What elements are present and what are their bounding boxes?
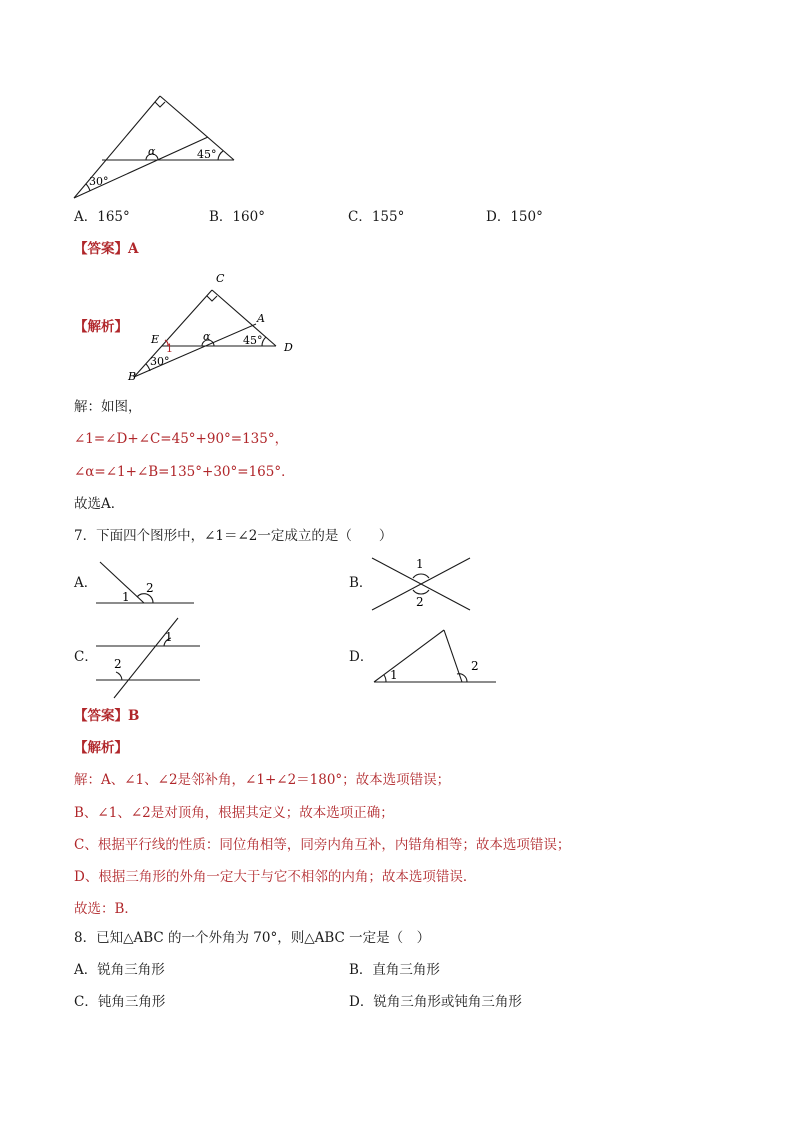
q8-option-c: C．钝角三角形 xyxy=(74,994,166,1010)
svg-text:1: 1 xyxy=(122,590,130,604)
q6-option-c: C．155° xyxy=(348,209,405,225)
q6-solution-point-a: A xyxy=(257,312,265,325)
q8-option-a: A．锐角三角形 xyxy=(74,962,165,978)
q7-answer: 【答案】B xyxy=(74,708,140,724)
q6-analysis-tag: 【解析】 xyxy=(74,319,128,335)
q7-option-c-figure xyxy=(92,614,204,700)
svg-text:1: 1 xyxy=(416,557,424,571)
q6-45-arc xyxy=(218,151,223,160)
q8-option-b: B．直角三角形 xyxy=(349,962,440,978)
q6-line-diagonal xyxy=(74,137,208,198)
q6-solution-line-3: ∠α=∠1+∠B=135°+30°=165°． xyxy=(74,464,295,480)
q6-solution-figure xyxy=(126,270,300,384)
q7-option-a-figure xyxy=(92,556,198,608)
q8-option-d: D．锐角三角形或钝角三角形 xyxy=(349,994,522,1010)
q7-option-c-letter: C． xyxy=(74,649,98,665)
q6-option-b: B．160° xyxy=(209,209,265,225)
q7-solution-line-5: 故选：B． xyxy=(74,901,138,917)
q6-alpha-label: α xyxy=(148,145,156,158)
q6-solution-line-1: 解：如图， xyxy=(74,399,142,415)
q7-solution-line-2: B、∠1、∠2是对顶角，根据其定义；故本选项正确； xyxy=(74,805,394,821)
svg-text:2: 2 xyxy=(416,595,424,609)
q6-30-label: 30° xyxy=(89,175,109,188)
q6-option-a: A．165° xyxy=(74,209,130,225)
q7-option-b-figure xyxy=(366,552,476,616)
q7-option-d-figure xyxy=(370,624,500,688)
q6-solution-point-d: D xyxy=(284,341,293,354)
q6-solution-one: 1 xyxy=(166,342,173,355)
q7-solution-line-1: 解：A、∠1、∠2是邻补角，∠1+∠2＝180°；故本选项错误； xyxy=(74,772,451,788)
q6-solution-point-c: C xyxy=(216,272,225,285)
q6-option-d: D．150° xyxy=(486,209,543,225)
q6-triangle-figure xyxy=(68,92,248,204)
q6-answer: 【答案】A xyxy=(74,241,139,257)
q7-option-d-letter: D． xyxy=(349,649,374,665)
q7-solution-line-4: D、根据三角形的外角一定大于与它不相邻的内角；故本选项错误． xyxy=(74,869,477,885)
q7-solution-line-3: C、根据平行线的性质：同位角相等，同旁内角互补，内错角相等；故本选项错误； xyxy=(74,837,571,853)
q6-solution-alpha: α xyxy=(203,330,211,343)
svg-text:1: 1 xyxy=(165,630,173,644)
q6-solution-45: 45° xyxy=(243,334,263,347)
q8-stem: 8．已知△ABC 的一个外角为 70°，则△ABC 一定是（ ） xyxy=(74,930,431,946)
svg-text:2: 2 xyxy=(471,659,479,673)
q6-solution-point-b: B xyxy=(128,370,137,383)
q7-option-b-letter: B． xyxy=(349,575,373,591)
svg-text:2: 2 xyxy=(114,657,122,671)
q6-solution-30: 30° xyxy=(150,355,170,368)
q6-right-angle-mark xyxy=(155,102,165,107)
svg-text:1: 1 xyxy=(390,668,398,682)
q7-stem: 7．下面四个图形中，∠1＝∠2一定成立的是（ ） xyxy=(74,528,393,544)
q6-solution-line-4: 故选A． xyxy=(74,496,125,512)
q7-analysis-tag: 【解析】 xyxy=(74,740,128,756)
q6-45-label: 45° xyxy=(197,148,217,161)
q6-solution-line-2: ∠1=∠D+∠C=45°+90°=135°， xyxy=(74,431,289,447)
svg-text:2: 2 xyxy=(146,581,154,595)
q7-option-a-letter: A． xyxy=(74,575,98,591)
q6-solution-point-e: E xyxy=(151,333,160,346)
